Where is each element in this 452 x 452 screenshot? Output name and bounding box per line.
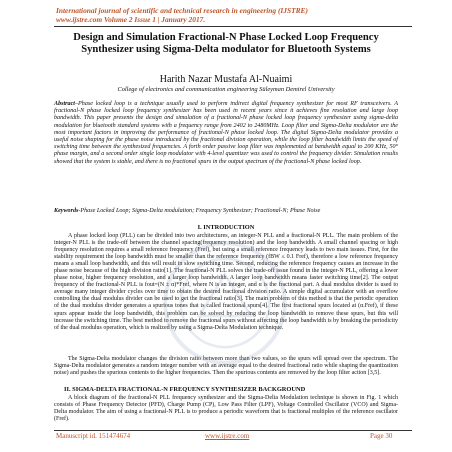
- journal-header: [56, 6, 406, 24]
- author-affiliation: College of electronics and communication engineering Süleyman Demirel University: [117, 86, 335, 93]
- background-paragraph-1: A block diagram of the fractional-N PLL frequency synthesizer and the Sigma-Delta Modulation technique is shown in Fig. 1 which consists of Phase Frequency Detector (PFD), Charge Pump (CP), Low Pass Filter (LPF), Voltage Controlled Oscillator (VCO) and Sigma-Delta modulator. The aim of using a fractional-N PLL is to produce a periodic waveform that is fractional multiples of the reference oscillator (Fref).: [54, 395, 398, 423]
- intro-paragraph-2: The Sigma-Delta modulator changes the division ratio between more than two values, so the spurs will spread over the spectrum. The Sigma-Delta modulator generates a random integer number with an average equal to the desired fractional ratio while shaping the quantization noise) and pushes the spurious contents to the higher frequencies. Then the spurious contents are removed by the loop filter action [3,5].: [54, 356, 398, 377]
- abstract-label: Abstract: [54, 101, 75, 107]
- journal-website-link[interactable]: www.ijstre.com: [205, 432, 250, 440]
- footer-divider: [54, 430, 412, 431]
- keywords: [54, 208, 398, 215]
- paper-title: Design and Simulation Fractional-N Phase Locked Loop Frequency Synthesizer using Sigma-Delta modulator for Bluetooth Systems: [73, 32, 379, 55]
- journal-volume: www.ijstre.com Volume 2 Issue 1 | January 2017.: [56, 15, 206, 24]
- intro-paragraph-1: A phase locked loop (PLL) can be divided into two architectures, an integer-N PLL and a fractional-N PLL. The main problem of the integer-N PLL is the trade-off between the channel spacing(frequency resolution) and the loop bandwidth. A small channel spacing or high frequency resolution requires a small reference frequency (Fref), but using a small reference frequency leads to two main issues. First, for the stability requirement the loop bandwidth must be smaller than the reference frequency (fBW ≤ 0.1 Fref), therefore a low reference frequency means a small loop bandwidth, and this will result in slow switching time. Second, reducing the reference frequency causes an increase in the phase noise because of the high division ratio[1]. The fractional-N PLL solves the trade-off issue found in the integer-N PLL, offering a lower phase noise, higher frequency resolution, and a larger loop bandwidth. A larger loop bandwidth means faster switching time[2]. The output frequency of the fractional-N PLL is fout=(N ± α)*Fref, where N is an integer, and α is the fractional part. A dual modulus divider is used to average many integer divider cycles over time to obtain the desired fractional division ratio. A simple digital accumulator with an overflow controlling the dual modulus divider can be used to get the fractional ratio[3]. The main problem of this method is that the periodic operation of the dual modulus divider generates a spurious tones that is called fractional spurs[4]. The first fractional spurs located at (α.Fref), if these spurs appear inside the loop bandwidth, this problem can be solved by reducing the loop bandwidth to remove these spurs, but this will increase the switching time. The best method to remove the fractional spurs without affecting the loop bandwidth is by breaking the periodicity of the dual modulus operation, which is realized by using a Sigma-Delta Modulation technique.: [54, 233, 398, 331]
- abstract: [54, 101, 398, 166]
- keywords-label: Keywords: [54, 208, 79, 214]
- header-divider: [54, 26, 412, 27]
- section-heading-introduction: I. INTRODUCTION: [197, 224, 255, 231]
- page-number: Page 30: [370, 432, 393, 440]
- section-heading-background: II. SIGMA-DELTA FRACTIONAL-N FREQUENCY SYNTHESIZER BACKGROUND: [64, 386, 306, 393]
- keywords-text: -Phase Locked Loop; Sigma-Delta modulation; Frequency Synthesizer; Fractional-N; Phase Noise: [78, 208, 321, 214]
- abstract-text: –Phase locked loop is a technique usually used to perform indirect digital frequency synthesizer for most RF transceivers. A fractional-N phase locked loop frequency synthesizer has been used in recent years since it achieves fine resolution and large loop bandwidth. This paper presents the design and simulation of a fractional-N phase locked loop frequency synthesizer using sigma-delta modulation for bluetooth standard systems with a frequency range from 2402 to 2480MHz. Loop filter and Sigma-Delta modulator are the most important factors in improving the performance of fractional-N phase locked loop. The digital Sigma-Delta modulator provides a useful noise shaping for the phase noise introduced by the fractional division operation, while the loop filter bandwidth limits the speed of switching time between the synthesized frequencies. A forth order passive loop filter was implemented at bandwidth equal to 200 KHz, 50° phase margin, and a second order single loop modulator with 4-level quantizer was used to control the frequency divider. Simulation results showed that the system is stable, and there is no fractional spurs in the output spectrum of the fractional-N phase locked loop.: [54, 101, 398, 165]
- journal-name: International journal of scientific and technical research in engineering (IJSTRE): [56, 6, 308, 15]
- journal-seal-watermark: [160, 238, 290, 368]
- author-name: Harith Nazar Mustafa Al-Nuaimi: [159, 74, 293, 85]
- manuscript-id: Manuscript id. 151474674: [56, 432, 131, 440]
